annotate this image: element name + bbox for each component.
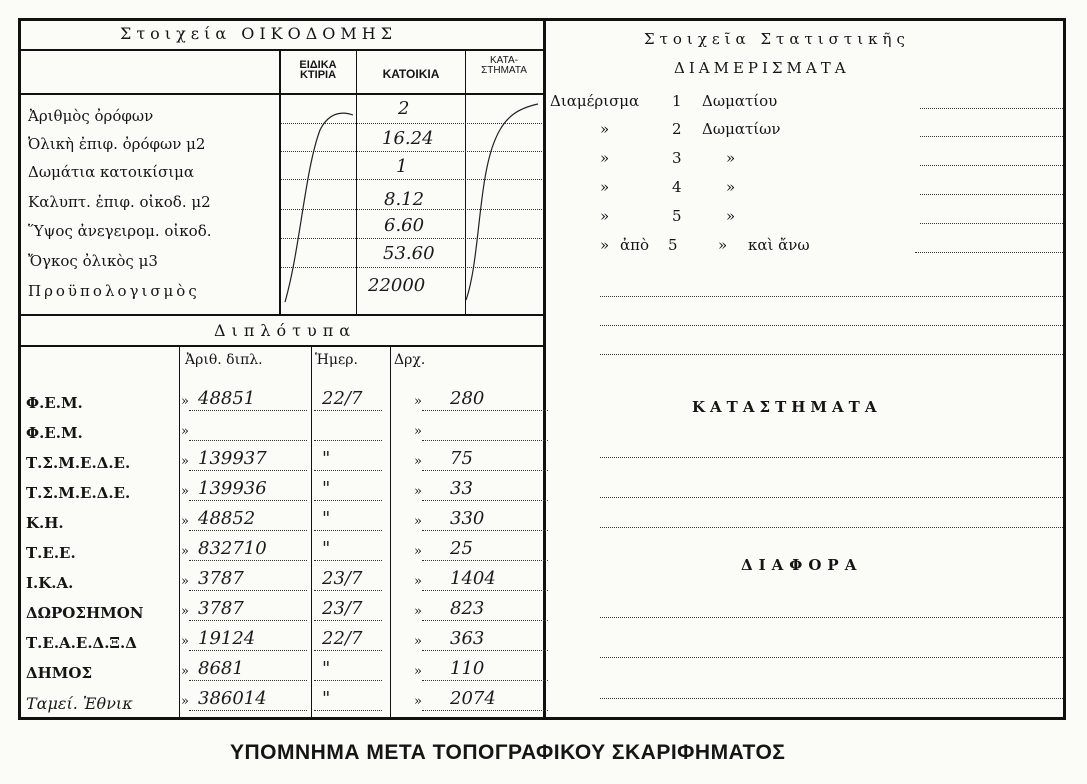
duplicate-row-number: 386014 <box>198 688 267 709</box>
column-header-special-line2: ΚΤΙΡΙΑ <box>299 69 337 81</box>
duplicate-number-ditto-line <box>189 650 307 651</box>
apartment-ditto: » <box>600 207 610 225</box>
duplicate-row-amount: 75 <box>450 448 473 469</box>
duplicate-number-ditto: » <box>181 544 189 559</box>
duplicate-row-label: Τ.Σ.Μ.Ε.Δ.Ε. <box>26 454 131 472</box>
apartment-num: 1 <box>672 92 682 110</box>
duplicate-row-label: Φ.Ε.Μ. <box>26 424 83 442</box>
duplicate-amount-ditto: » <box>414 694 422 709</box>
duplicate-number-ditto-line <box>189 680 307 681</box>
apartment-rest: καὶ ἄνω <box>748 236 810 254</box>
apartment-ditto: » <box>600 120 610 138</box>
duplicate-amount-ditto: » <box>414 574 422 589</box>
shops-title: ΚΑΤΑΣΤΗΜΑΤΑ <box>692 398 882 416</box>
footer-caption: ΥΠΟΜΝΗΜΑ ΜΕΤΑ ΤΟΠΟΓΡΑΦΙΚΟΥ ΣΚΑΡΙΦΗΜΑΤΟΣ <box>230 741 786 764</box>
apartment-num: 4 <box>672 178 682 196</box>
duplicate-amount-ditto-line <box>422 470 548 471</box>
apartment-num: 2 <box>672 120 682 138</box>
stat-blank-line <box>600 325 1063 326</box>
duplicate-date-line <box>314 680 382 681</box>
strike-curve-shops <box>466 104 538 300</box>
duplicate-number-ditto-line <box>189 530 307 531</box>
duplicate-amount-ditto-line <box>422 560 548 561</box>
statistics-title: Στοιχεῖα Στατιστικῆς <box>644 30 910 48</box>
shops-line <box>600 497 1063 498</box>
duplicate-number-ditto-line <box>189 470 307 471</box>
construction-title: Στοιχεία ΟΙΚΟΔΟΜΗΣ <box>120 24 398 43</box>
construction-bottom-rule <box>21 314 543 316</box>
duplicate-number-ditto: » <box>181 664 189 679</box>
duplicate-amount-ditto-line <box>422 500 548 501</box>
column-header-shops-line2: ΣΤΗΜΑΤΑ <box>481 65 527 76</box>
construction-row-label: Προϋπολογισμὸς <box>28 282 200 300</box>
construction-row-value: 53.60 <box>383 243 435 264</box>
column-header-residence: ΚΑΤΟΙΚΙΑ <box>382 67 440 81</box>
duplicate-row-amount: 110 <box>450 658 485 679</box>
duplicate-amount-ditto-line <box>422 590 548 591</box>
duplicate-number-ditto-line <box>189 500 307 501</box>
duplicate-date-line <box>314 410 382 411</box>
construction-row-label: Καλυπτ. ἐπιφ. οἰκοδ. μ2 <box>28 193 211 211</box>
duplicate-row-date: " <box>322 478 331 499</box>
construction-row-value: 1 <box>396 156 408 177</box>
apartment-room-word: » <box>726 178 736 196</box>
duplicate-row-date: " <box>322 448 331 469</box>
duplicate-row-label: Κ.Η. <box>26 514 64 532</box>
duplicate-number-ditto: » <box>181 394 189 409</box>
apartment-ditto: » <box>600 178 610 196</box>
misc-line <box>600 617 1063 618</box>
duplicate-row-amount: 363 <box>450 628 485 649</box>
duplicate-row-label: ΔΗΜΟΣ <box>26 664 93 682</box>
duplicate-row-label: Φ.Ε.Μ. <box>26 394 83 412</box>
dup-header-amount: Δρχ. <box>394 352 426 368</box>
apartment-num: 5 <box>668 236 678 254</box>
construction-row-label: Δωμάτια κατοικίσιμα <box>28 163 194 181</box>
duplicate-amount-ditto: » <box>414 634 422 649</box>
duplicate-row-number: 139936 <box>198 478 267 499</box>
construction-row-label: Ὄγκος ὀλικὸς μ3 <box>28 252 158 270</box>
duplicate-date-line <box>314 710 382 711</box>
duplicate-row-amount: 280 <box>450 388 485 409</box>
duplicate-row-number: 8681 <box>198 658 244 679</box>
shops-line <box>600 527 1063 528</box>
duplicate-row-amount: 33 <box>450 478 473 499</box>
construction-row-value: 22000 <box>368 275 426 296</box>
construction-row-label: Ὕψος ἀνεγειρομ. οἰκοδ. <box>28 222 212 240</box>
construction-row-value: 8.12 <box>384 189 425 210</box>
misc-title: ΔΙΑΦΟΡΑ <box>741 556 863 574</box>
duplicate-row-date: " <box>322 508 331 529</box>
duplicate-date-line <box>314 560 382 561</box>
duplicate-row-label: Ι.Κ.Α. <box>26 574 74 592</box>
duplicate-row-amount: 823 <box>450 598 485 619</box>
construction-row-value: 6.60 <box>384 215 425 236</box>
duplicate-amount-ditto: » <box>414 424 422 439</box>
duplicate-row-label: ΔΩΡΟΣΗΜΟΝ <box>26 604 144 622</box>
duplicate-row-number: 3787 <box>198 568 244 589</box>
duplicate-number-ditto-line <box>189 440 307 441</box>
duplicate-date-line <box>314 470 382 471</box>
duplicate-amount-ditto: » <box>414 454 422 469</box>
duplicate-row-amount: 1404 <box>450 568 496 589</box>
apartment-fill-line <box>920 136 1063 137</box>
duplicates-title-rule <box>21 345 543 347</box>
dup-col-separator-1 <box>179 347 180 719</box>
duplicate-amount-ditto-line <box>422 650 548 651</box>
duplicate-row-date: 22/7 <box>322 628 363 649</box>
apartment-room-word: » <box>726 149 736 167</box>
duplicate-amount-ditto: » <box>414 604 422 619</box>
duplicate-date-line <box>314 650 382 651</box>
misc-line <box>600 657 1063 658</box>
duplicate-row-label: Τ.Ε.Ε. <box>26 544 76 562</box>
duplicate-number-ditto: » <box>181 514 189 529</box>
duplicate-row-amount: 330 <box>450 508 485 529</box>
duplicate-number-ditto-line <box>189 590 307 591</box>
duplicate-number-ditto: » <box>181 484 189 499</box>
duplicate-row-date: " <box>322 538 331 559</box>
duplicate-row-amount: 2074 <box>450 688 496 709</box>
apartment-ditto: » <box>600 149 610 167</box>
duplicate-row-date: 22/7 <box>322 388 363 409</box>
construction-row-label: Ἀριθμὸς ὀρόφων <box>28 107 154 125</box>
duplicate-amount-ditto: » <box>414 514 422 529</box>
duplicate-amount-ditto: » <box>414 484 422 499</box>
duplicate-date-line <box>314 530 382 531</box>
dup-header-date: Ἡμερ. <box>315 352 358 368</box>
apartment-fill-line <box>920 165 1063 166</box>
duplicate-number-ditto: » <box>181 634 189 649</box>
apartments-title: ΔΙΑΜΕΡΙΣΜΑΤΑ <box>674 59 850 77</box>
dup-col-separator-2 <box>311 347 312 719</box>
apartment-room-word: Δωματίου <box>702 92 778 110</box>
duplicate-date-line <box>314 500 382 501</box>
duplicate-row-label: Τ.Σ.Μ.Ε.Δ.Ε. <box>26 484 131 502</box>
duplicate-amount-ditto: » <box>414 544 422 559</box>
apartment-from: ἀπὸ <box>620 236 650 254</box>
duplicate-number-ditto-line <box>189 410 307 411</box>
construction-row-value: 16.24 <box>382 128 434 149</box>
duplicate-number-ditto: » <box>181 574 189 589</box>
apartment-fill-line <box>920 108 1063 109</box>
duplicate-amount-ditto-line <box>422 530 548 531</box>
duplicate-row-date: 23/7 <box>322 568 363 589</box>
duplicate-row-amount: 25 <box>450 538 473 559</box>
stat-blank-line <box>600 354 1063 355</box>
apartment-fill-line <box>920 223 1063 224</box>
duplicate-number-ditto: » <box>181 424 189 439</box>
apartment-room-word: Δωματίων <box>702 120 781 138</box>
duplicate-amount-ditto-line <box>422 410 548 411</box>
column-header-special-line1: ΕΙΔΙΚΑ <box>299 59 337 71</box>
duplicate-amount-ditto: » <box>414 664 422 679</box>
duplicate-row-date: " <box>322 688 331 709</box>
duplicate-amount-ditto-line <box>422 680 548 681</box>
strike-curve-special <box>285 113 353 302</box>
apartment-ditto-2: » <box>718 236 728 254</box>
duplicate-amount-ditto-line <box>422 710 548 711</box>
stat-blank-line <box>600 296 1063 297</box>
duplicate-row-label: Τ.Ε.Α.Ε.Δ.Ξ.Δ <box>26 634 137 652</box>
duplicate-row-number: 48852 <box>198 508 256 529</box>
column-header-shops-line1: ΚΑΤΑ- <box>490 55 518 66</box>
apartment-ditto: » <box>600 236 610 254</box>
construction-row-label: Ὀλικὴ ἐπιφ. ὀρόφων μ2 <box>28 135 206 153</box>
duplicate-amount-ditto-line <box>422 620 548 621</box>
apartment-num: 3 <box>672 149 682 167</box>
duplicate-row-number: 3787 <box>198 598 244 619</box>
duplicates-title: Διπλότυπα <box>214 321 357 340</box>
duplicate-row-number: 832710 <box>198 538 267 559</box>
duplicate-row-number: 19124 <box>198 628 256 649</box>
duplicate-row-date: " <box>322 658 331 679</box>
apartment-fill-line <box>920 194 1063 195</box>
apartment-word: Διαμέρισμα <box>550 92 640 110</box>
duplicate-date-line <box>314 590 382 591</box>
duplicate-row-number: 48851 <box>198 388 256 409</box>
duplicate-number-ditto-line <box>189 620 307 621</box>
duplicate-number-ditto: » <box>181 604 189 619</box>
duplicate-date-line <box>314 440 382 441</box>
duplicate-number-ditto-line <box>189 560 307 561</box>
apartment-room-word: » <box>726 207 736 225</box>
apartment-num: 5 <box>672 207 682 225</box>
duplicate-number-ditto: » <box>181 694 189 709</box>
dup-header-number: Ἀριθ. διπλ. <box>185 352 263 368</box>
duplicate-row-label: Ταμεί. Ἐθνικ <box>26 694 133 713</box>
duplicate-row-number: 139937 <box>198 448 267 469</box>
duplicate-amount-ditto-line <box>422 440 548 441</box>
duplicate-row-date: 23/7 <box>322 598 363 619</box>
duplicate-number-ditto: » <box>181 454 189 469</box>
misc-line <box>600 698 1063 699</box>
shops-line <box>600 457 1063 458</box>
duplicate-date-line <box>314 620 382 621</box>
construction-row-value: 2 <box>398 98 410 119</box>
duplicate-amount-ditto: » <box>414 394 422 409</box>
duplicate-number-ditto-line <box>189 710 307 711</box>
dup-col-separator-3 <box>390 347 391 719</box>
